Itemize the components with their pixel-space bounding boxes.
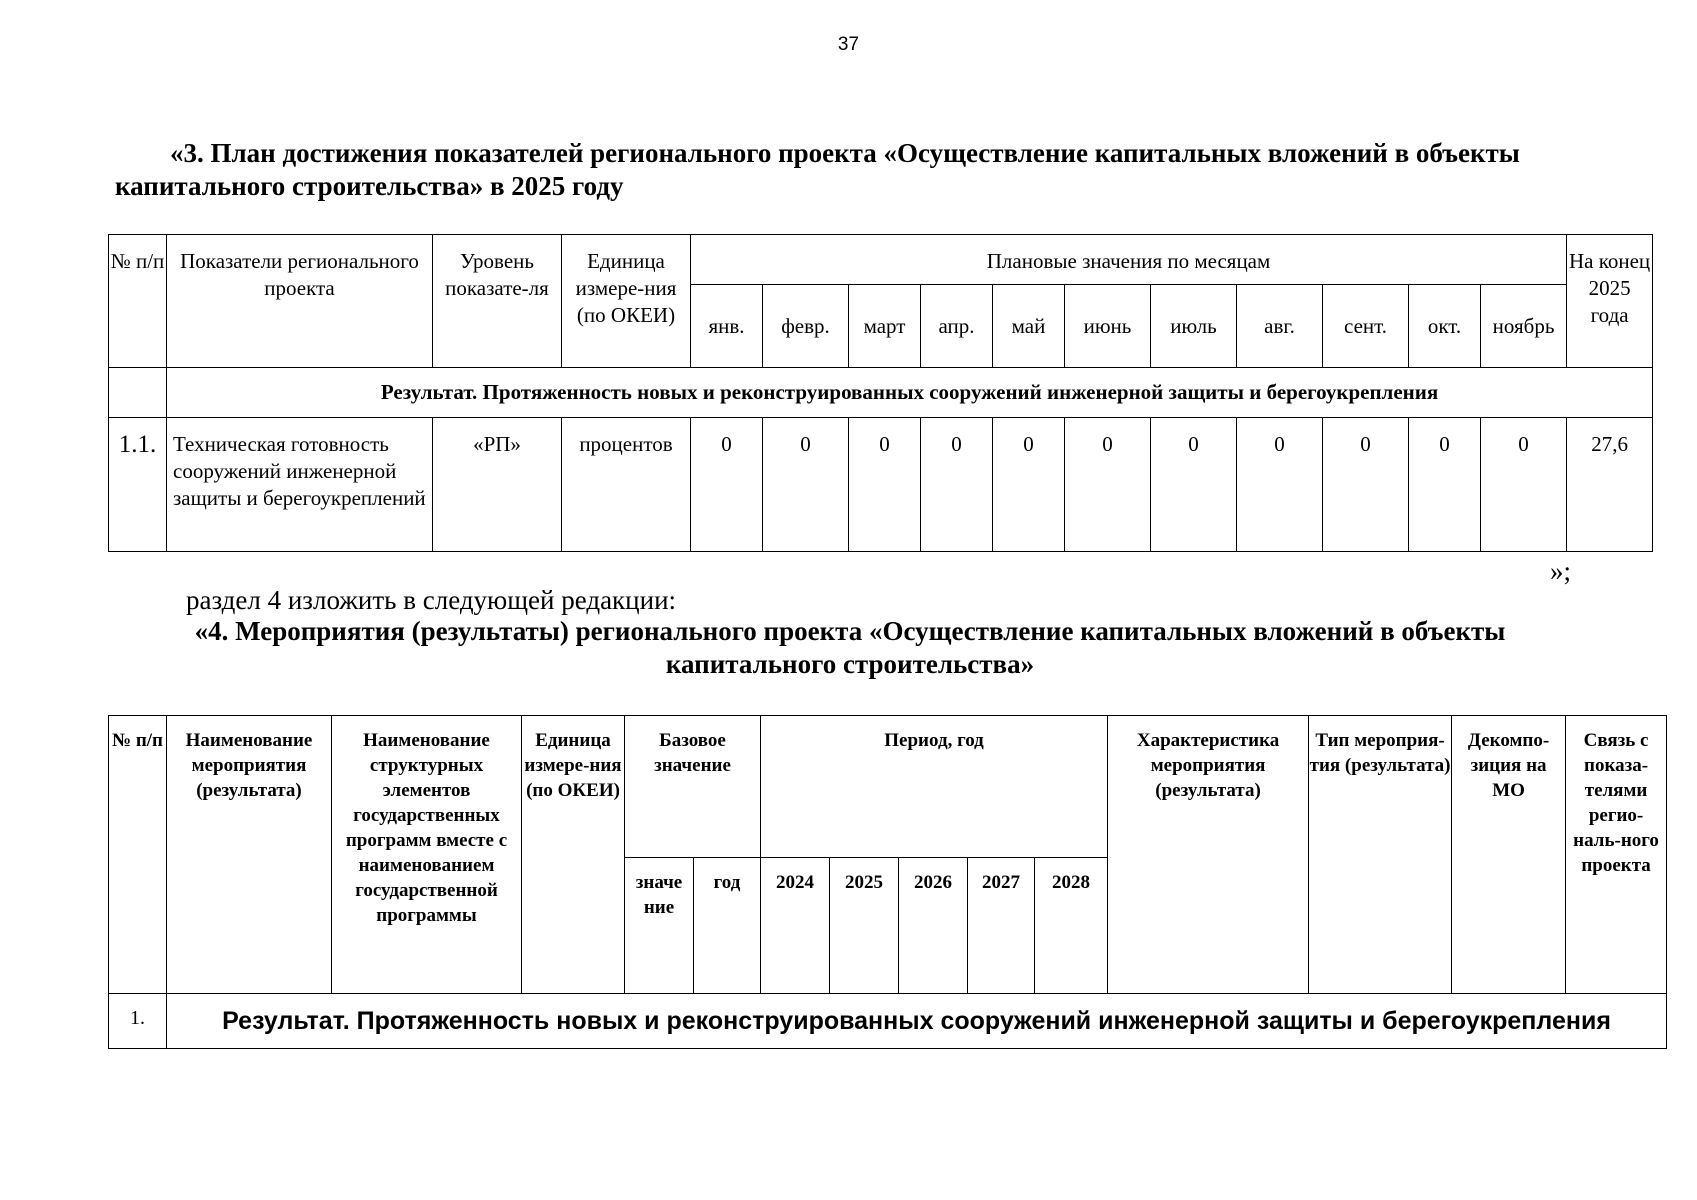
month-jun: июнь (1065, 285, 1151, 368)
t2-header-base: Базовое значение (625, 716, 761, 858)
month-jan: янв. (691, 285, 763, 368)
table-row (109, 994, 1667, 1049)
section4-title: «4. Мероприятия (результаты) регионального проекта «Осуществление капитальных вложений в объекты капитального строительства» (194, 616, 1506, 679)
t2-year-2027: 2027 (968, 858, 1035, 994)
header-unit: Единица измере-ния (по ОКЕИ) (562, 235, 691, 368)
row-unit: процентов (562, 418, 691, 552)
header-indicator: Показатели регионального проекта (167, 235, 433, 368)
t2-year-2026: 2026 (899, 858, 968, 994)
t2-header-period: Период, год (761, 716, 1108, 858)
t2-header-characteristic: Характеристика мероприятия (результата) (1108, 716, 1309, 994)
value-feb: 0 (763, 418, 849, 552)
activities-table (108, 715, 1667, 1049)
value-nov: 0 (1481, 418, 1567, 552)
t2-year-2025: 2025 (830, 858, 899, 994)
value-sep: 0 (1323, 418, 1409, 552)
t2-header-base-year: год (694, 858, 761, 994)
month-apr: апр. (921, 285, 993, 368)
t2-header-link: Связь с показа-телями регио-наль-ного проекта (1566, 716, 1667, 994)
month-sep: сент. (1323, 285, 1409, 368)
closing-quote: »; (1550, 556, 1572, 586)
value-jul: 0 (1151, 418, 1237, 552)
value-mar: 0 (849, 418, 921, 552)
row-indicator: Техническая готовность сооружений инженерной защиты и берегоукреплений (167, 418, 433, 552)
month-nov: ноябрь (1481, 285, 1567, 368)
row-level: «РП» (433, 418, 562, 552)
value-jan: 0 (691, 418, 763, 552)
header-num: № п/п (109, 235, 167, 368)
month-aug: авг. (1237, 285, 1323, 368)
table-row (109, 418, 1653, 552)
month-feb: февр. (763, 285, 849, 368)
t2-result-num: 1. (109, 994, 167, 1049)
t2-header-name: Наименование мероприятия (результата) (167, 716, 332, 994)
t2-header-num: № п/п (109, 716, 167, 994)
month-mar: март (849, 285, 921, 368)
row-num: 1.1. (109, 418, 167, 552)
section3-title: «3. План достижения показателей регионального проекта «Осуществление капитальных вложений в объекты капитального строительства» в 2025 году (115, 138, 1520, 201)
value-jun: 0 (1065, 418, 1151, 552)
header-level: Уровень показате-ля (433, 235, 562, 368)
value-may: 0 (993, 418, 1065, 552)
t2-header-base-value: значе ние (625, 858, 694, 994)
header-year-end: На конец 2025 года (1567, 235, 1653, 368)
page-number: 37 (837, 34, 860, 55)
result-empty-cell (109, 368, 167, 418)
value-oct: 0 (1409, 418, 1481, 552)
t2-header-unit: Единица измере-ния (по ОКЕИ) (522, 716, 625, 994)
value-aug: 0 (1237, 418, 1323, 552)
indicators-plan-table (108, 234, 1653, 552)
t2-year-2028: 2028 (1035, 858, 1108, 994)
t2-header-structural: Наименование структурных элементов государственных программ вместе с наименованием государственной программы (332, 716, 522, 994)
t2-header-type: Тип мероприя-тия (результата) (1309, 716, 1452, 994)
value-year-end: 27,6 (1567, 418, 1653, 552)
month-jul: июль (1151, 285, 1237, 368)
header-monthly: Плановые значения по месяцам (691, 235, 1567, 285)
month-may: май (993, 285, 1065, 368)
month-oct: окт. (1409, 285, 1481, 368)
t2-header-decomposition: Декомпо-зиция на МО (1452, 716, 1566, 994)
t2-result-text: Результат. Протяженность новых и реконструированных сооружений инженерной защиты и берегоукрепления (167, 994, 1667, 1049)
instruction-text: раздел 4 изложить в следующей редакции: (186, 585, 677, 615)
result-row-text: Результат. Протяженность новых и реконструированных сооружений инженерной защиты и берегоукрепления (167, 368, 1653, 418)
value-apr: 0 (921, 418, 993, 552)
t2-year-2024: 2024 (761, 858, 830, 994)
